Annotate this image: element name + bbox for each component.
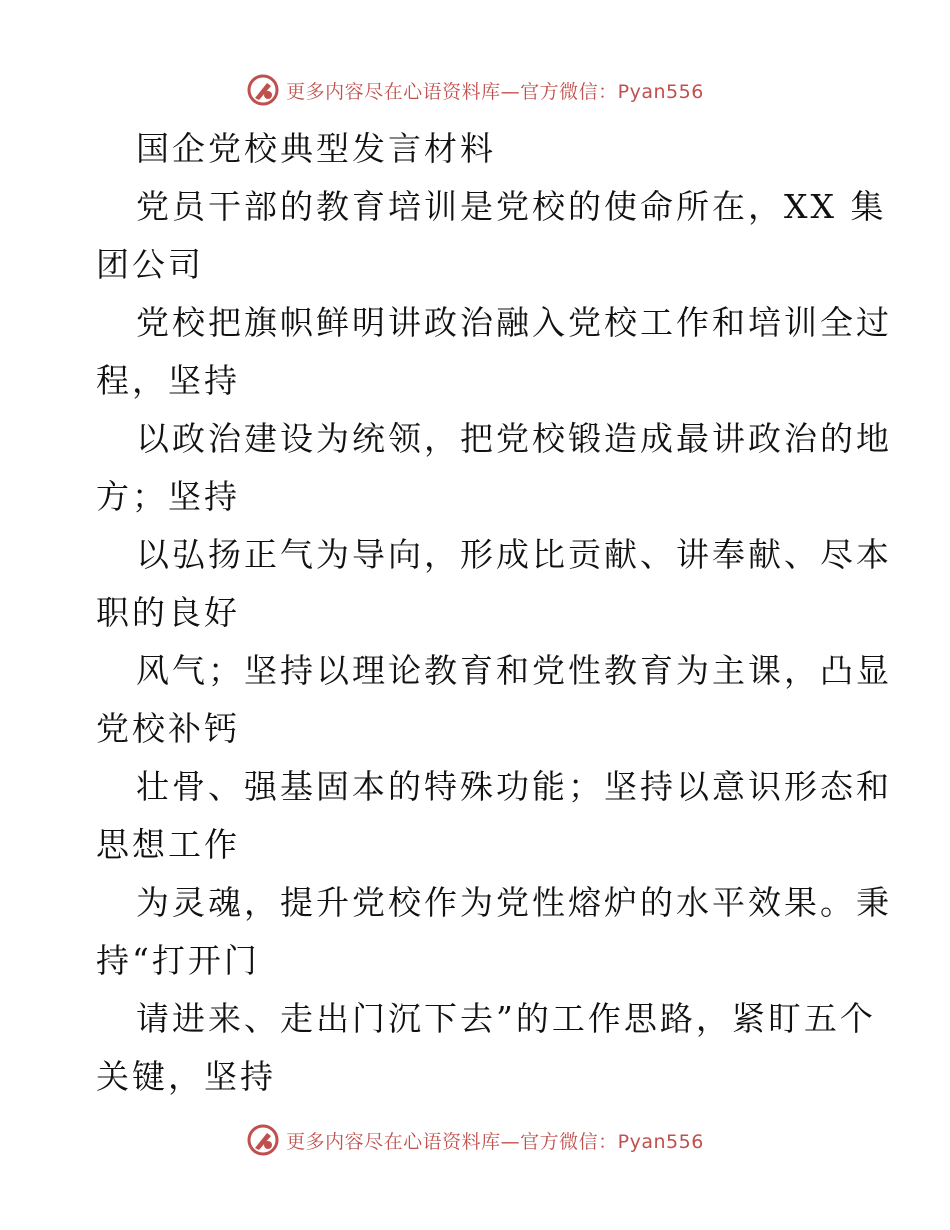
text-line: 党员干部的教育培训是党校的使命所在，XX 集	[136, 187, 887, 226]
text-line: 党校补钙	[96, 709, 240, 748]
text-line: 请进来、走出门沉下去”的工作思路，紧盯五个	[136, 999, 876, 1038]
text-line: 方；坚持	[96, 477, 240, 516]
text-line: 职的良好	[96, 593, 240, 632]
text-line: 持“打开门	[96, 941, 260, 980]
text-line: 风气；坚持以理论教育和党性教育为主课，凸显	[136, 651, 892, 690]
text-line: 以弘扬正气为导向，形成比贡献、讲奉献、尽本	[136, 535, 892, 574]
text-line: 程，坚持	[96, 361, 240, 400]
text-line: 关键，坚持	[96, 1057, 276, 1096]
watermark-text: 更多内容尽在心语资料库—官方微信：Pyan556	[286, 80, 704, 103]
text-line: 思想工作	[96, 825, 240, 864]
watermark-text: 更多内容尽在心语资料库—官方微信：Pyan556	[286, 1130, 704, 1153]
pen-logo-icon	[246, 1123, 280, 1157]
document-body	[96, 120, 892, 1106]
pen-logo-icon	[246, 73, 280, 107]
text-line: 为灵魂，提升党校作为党性熔炉的水平效果。秉	[136, 883, 892, 922]
header-watermark	[0, 70, 950, 110]
text-line: 团公司	[96, 245, 204, 284]
text-line: 党校把旗帜鲜明讲政治融入党校工作和培训全过	[136, 303, 892, 342]
footer-watermark	[0, 1120, 950, 1160]
text-line: 国企党校典型发言材料	[136, 129, 496, 168]
text-line: 壮骨、强基固本的特殊功能；坚持以意识形态和	[136, 767, 892, 806]
text-line: 以政治建设为统领，把党校锻造成最讲政治的地	[136, 419, 892, 458]
